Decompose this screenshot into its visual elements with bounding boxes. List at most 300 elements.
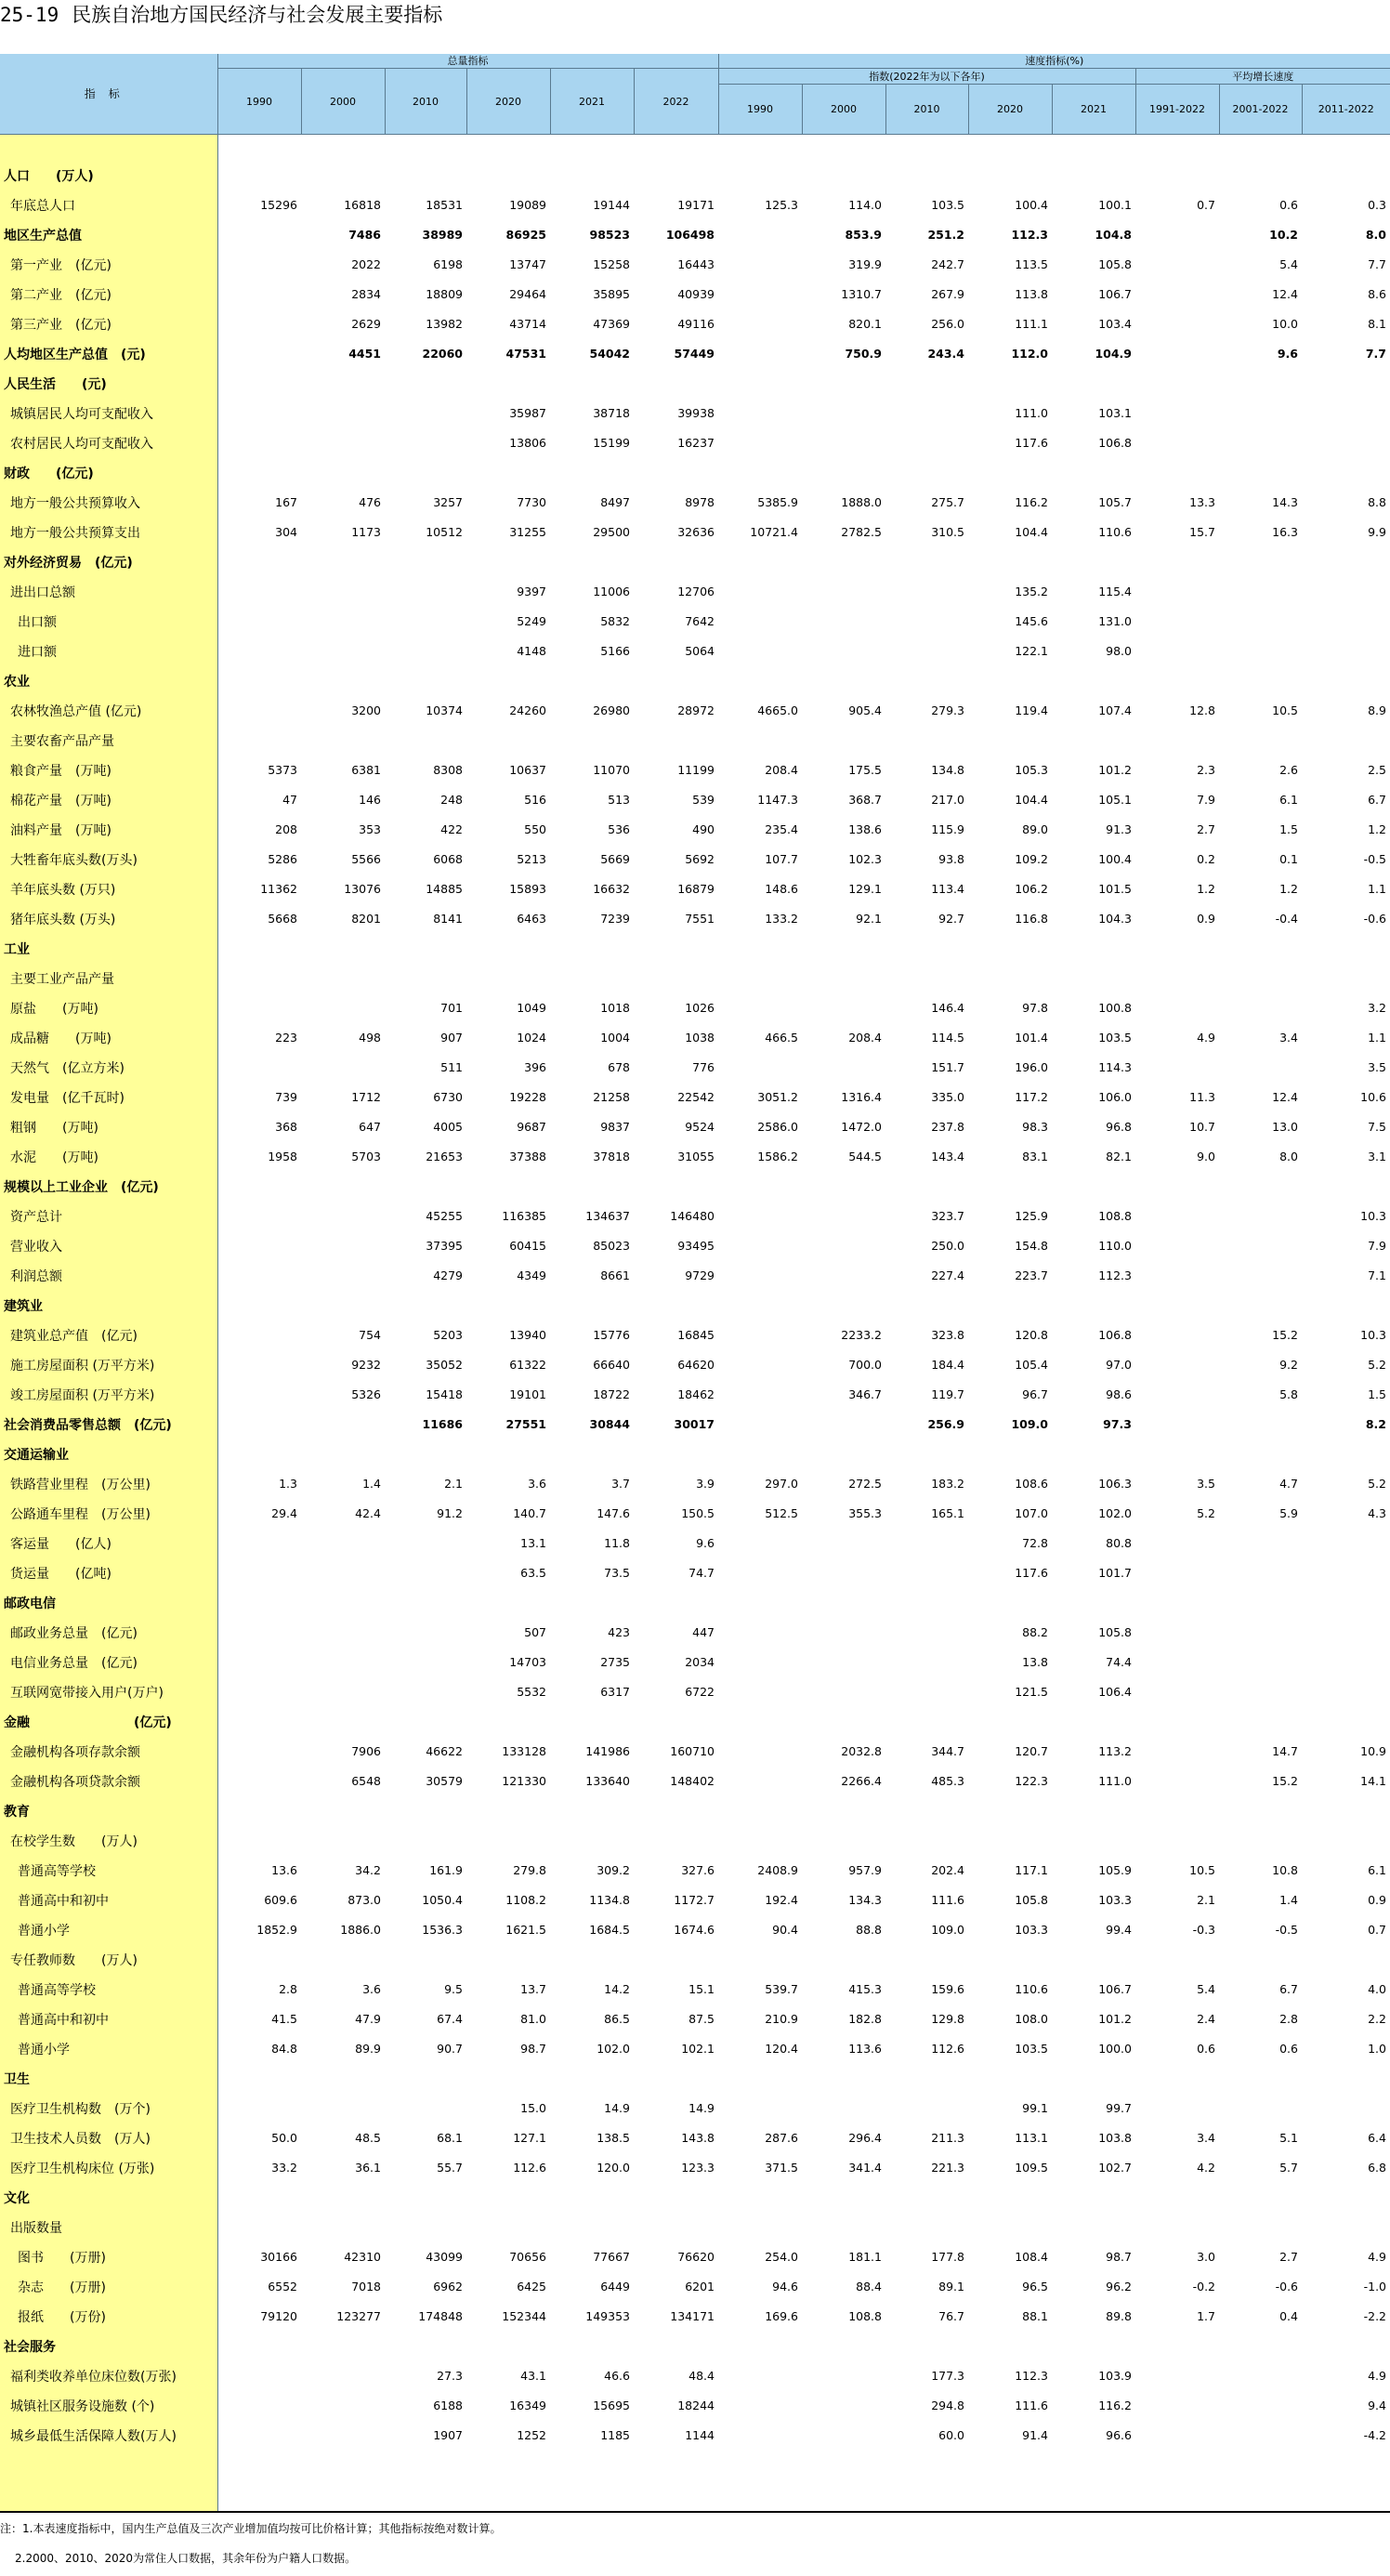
table-cell: 21653 xyxy=(426,1150,463,1163)
table-cell xyxy=(718,666,802,696)
table-cell xyxy=(1219,1172,1302,1202)
table-cell: 119.4 xyxy=(1015,703,1048,717)
row-label: 铁路营业里程 (万公里) xyxy=(0,1469,217,1499)
table-cell xyxy=(802,1945,885,1975)
table-cell xyxy=(802,1826,885,1856)
table-row xyxy=(0,1083,1390,1112)
table-cell xyxy=(1219,993,1302,1023)
table-cell: 490 xyxy=(692,822,715,836)
table-cell xyxy=(217,1588,301,1618)
total-year-header: 2020 xyxy=(466,69,550,135)
table-cell: 1316.4 xyxy=(841,1090,882,1104)
table-cell xyxy=(217,1261,301,1291)
table-cell: 177.8 xyxy=(931,2250,964,2264)
table-cell: 511 xyxy=(440,1060,463,1074)
table-cell: 0.2 xyxy=(1197,852,1215,866)
row-label: 主要工业产品产量 xyxy=(0,964,217,993)
table-cell xyxy=(802,2421,885,2451)
table-cell: 110.6 xyxy=(1015,1982,1048,1996)
table-cell xyxy=(968,2183,1052,2213)
table-cell xyxy=(466,2064,550,2094)
table-cell xyxy=(718,339,802,369)
table-cell: 7239 xyxy=(600,912,630,926)
table-cell xyxy=(885,547,968,577)
table-cell: 88.1 xyxy=(1022,2309,1048,2323)
table-cell: 111.6 xyxy=(931,1893,964,1907)
table-cell: 92.1 xyxy=(856,912,882,926)
table-cell xyxy=(1302,637,1390,666)
table-cell xyxy=(885,399,968,428)
table-cell: 14.9 xyxy=(688,2101,715,2115)
table-cell: 16.3 xyxy=(1272,525,1298,539)
table-cell xyxy=(718,1737,802,1767)
table-cell: 1674.6 xyxy=(674,1923,715,1937)
table-cell: 74.7 xyxy=(688,1566,715,1580)
table-cell: 5.1 xyxy=(1279,2131,1298,2145)
table-cell: 700.0 xyxy=(848,1358,882,1372)
table-cell xyxy=(385,2332,466,2361)
table-cell: 1252 xyxy=(517,2428,546,2442)
table-cell: 5.7 xyxy=(1279,2161,1298,2175)
table-cell: 91.3 xyxy=(1106,822,1132,836)
table-cell: 701 xyxy=(440,1001,463,1015)
table-cell xyxy=(217,1439,301,1469)
table-cell xyxy=(1052,726,1135,756)
table-cell xyxy=(1219,428,1302,458)
table-cell: 19101 xyxy=(509,1387,546,1401)
table-cell: 106.7 xyxy=(1098,287,1132,301)
table-cell: 109.0 xyxy=(931,1923,964,1937)
table-cell: 1.0 xyxy=(1368,2042,1386,2056)
table-cell xyxy=(885,1618,968,1648)
table-row xyxy=(0,309,1390,339)
table-cell: 48.5 xyxy=(355,2131,381,2145)
table-cell: 2.3 xyxy=(1197,763,1215,777)
table-cell xyxy=(1135,1796,1219,1826)
table-cell: 7.5 xyxy=(1368,1120,1386,1134)
table-cell: 5203 xyxy=(433,1328,463,1342)
table-cell xyxy=(217,993,301,1023)
table-cell xyxy=(550,1172,634,1202)
table-cell xyxy=(301,2361,385,2391)
table-cell: 103.1 xyxy=(1098,406,1132,420)
table-cell: 45255 xyxy=(426,1209,463,1223)
table-cell xyxy=(1135,399,1219,428)
table-cell: 47369 xyxy=(593,317,630,331)
table-cell: 371.5 xyxy=(765,2161,798,2175)
table-cell: 272.5 xyxy=(848,1477,882,1491)
table-cell xyxy=(217,2213,301,2242)
table-cell: 754 xyxy=(359,1328,381,1342)
table-cell: 2782.5 xyxy=(841,525,882,539)
table-cell: 275.7 xyxy=(931,495,964,509)
table-cell xyxy=(217,547,301,577)
table-cell xyxy=(301,934,385,964)
table-cell xyxy=(217,1380,301,1410)
table-cell: 177.3 xyxy=(931,2369,964,2383)
table-cell: 7730 xyxy=(517,495,546,509)
table-cell xyxy=(718,1945,802,1975)
table-cell xyxy=(385,2064,466,2094)
table-cell xyxy=(217,458,301,488)
table-cell xyxy=(1135,2361,1219,2391)
table-cell xyxy=(718,1677,802,1707)
table-cell: 237.8 xyxy=(931,1120,964,1134)
table-cell xyxy=(385,1648,466,1677)
total-year-header: 2021 xyxy=(550,69,634,135)
row-label: 出口额 xyxy=(0,607,217,637)
table-cell: 2034 xyxy=(685,1655,715,1669)
table-cell: 16879 xyxy=(677,882,715,896)
table-cell: 70656 xyxy=(509,2250,546,2264)
table-cell: 123277 xyxy=(336,2309,381,2323)
table-cell xyxy=(385,547,466,577)
table-cell: 7.7 xyxy=(1368,257,1386,271)
table-cell xyxy=(968,1707,1052,1737)
table-cell xyxy=(217,1618,301,1648)
table-cell: 10.5 xyxy=(1272,703,1298,717)
table-cell: 1852.9 xyxy=(256,1923,297,1937)
table-cell xyxy=(718,2421,802,2451)
table-cell xyxy=(1135,2094,1219,2123)
table-cell: 2.7 xyxy=(1197,822,1215,836)
table-cell: 1108.2 xyxy=(505,1893,546,1907)
table-cell: -0.4 xyxy=(1275,912,1298,926)
table-cell xyxy=(718,1618,802,1648)
table-cell: 422 xyxy=(440,822,463,836)
table-cell: 120.7 xyxy=(1015,1744,1048,1758)
table-cell xyxy=(1219,1945,1302,1975)
table-cell xyxy=(1052,1439,1135,1469)
table-cell: 101.4 xyxy=(1015,1031,1048,1045)
table-cell: 8.6 xyxy=(1368,287,1386,301)
table-cell: 7.9 xyxy=(1197,793,1215,807)
table-cell: 146.4 xyxy=(931,1001,964,1015)
table-cell xyxy=(885,934,968,964)
table-cell: 91.4 xyxy=(1022,2428,1048,2442)
table-cell: 10.7 xyxy=(1189,1120,1215,1134)
table-cell xyxy=(885,1291,968,1321)
table-cell: 287.6 xyxy=(765,2131,798,2145)
table-cell: 0.3 xyxy=(1368,198,1386,212)
table-cell: 2266.4 xyxy=(841,1774,882,1788)
table-cell: 138.6 xyxy=(848,822,882,836)
table-row xyxy=(0,2421,1390,2451)
table-cell xyxy=(217,2332,301,2361)
table-cell: 353 xyxy=(359,822,381,836)
table-cell: 74.4 xyxy=(1106,1655,1132,1669)
table-cell xyxy=(1135,666,1219,696)
table-cell: 327.6 xyxy=(681,1863,715,1877)
table-cell: 90.7 xyxy=(437,2042,463,2056)
table-cell: 221.3 xyxy=(931,2161,964,2175)
table-cell: 8.9 xyxy=(1368,703,1386,717)
row-label: 普通高中和初中 xyxy=(0,2004,217,2034)
table-cell: 102.0 xyxy=(597,2042,630,2056)
table-cell xyxy=(301,2064,385,2094)
table-row xyxy=(0,815,1390,845)
table-cell xyxy=(385,1826,466,1856)
table-cell xyxy=(1052,2332,1135,2361)
table-cell: 18809 xyxy=(426,287,463,301)
table-cell xyxy=(1135,2391,1219,2421)
table-cell: 294.8 xyxy=(931,2399,964,2412)
table-cell: 98.7 xyxy=(520,2042,546,2056)
table-cell xyxy=(1135,1618,1219,1648)
table-cell: 127.1 xyxy=(513,2131,546,2145)
table-cell: 5385.9 xyxy=(757,495,798,509)
table-cell: 750.9 xyxy=(845,347,882,361)
table-cell xyxy=(385,1558,466,1588)
table-cell xyxy=(718,369,802,399)
table-cell: 101.5 xyxy=(1098,882,1132,896)
table-cell: 13982 xyxy=(426,317,463,331)
table-row xyxy=(0,2332,1390,2361)
table-row xyxy=(0,2123,1390,2153)
table-cell: 5703 xyxy=(351,1150,381,1163)
table-row xyxy=(0,1886,1390,1915)
table-cell: 7018 xyxy=(351,2280,381,2293)
row-label: 农林牧渔总产值 (亿元) xyxy=(0,696,217,726)
table-cell: 5064 xyxy=(685,644,715,658)
table-cell: 6962 xyxy=(433,2280,463,2293)
table-cell: 957.9 xyxy=(848,1863,882,1877)
table-cell: 98.0 xyxy=(1106,644,1132,658)
table-cell xyxy=(550,1796,634,1826)
table-cell xyxy=(634,1945,718,1975)
table-cell xyxy=(968,1826,1052,1856)
table-cell: 13.3 xyxy=(1189,495,1215,509)
table-cell: 43099 xyxy=(426,2250,463,2264)
table-cell: 111.0 xyxy=(1015,406,1048,420)
table-cell: 89.8 xyxy=(1106,2309,1132,2323)
table-cell xyxy=(802,547,885,577)
table-cell: 2.2 xyxy=(1368,2012,1386,2026)
table-cell: 368.7 xyxy=(848,793,882,807)
table-cell xyxy=(634,1439,718,1469)
row-label: 猪年底头数 (万头) xyxy=(0,904,217,934)
table-cell xyxy=(1135,993,1219,1023)
table-cell: 100.4 xyxy=(1015,198,1048,212)
table-cell xyxy=(466,1588,550,1618)
table-cell xyxy=(885,1707,968,1737)
table-cell: 1586.2 xyxy=(757,1150,798,1163)
table-cell: 5.2 xyxy=(1368,1358,1386,1372)
table-cell: 112.0 xyxy=(1011,347,1048,361)
row-label: 农业 xyxy=(0,666,217,696)
table-cell xyxy=(217,309,301,339)
table-cell xyxy=(550,666,634,696)
table-cell: 1.2 xyxy=(1279,882,1298,896)
table-cell: 113.8 xyxy=(1015,287,1048,301)
table-cell xyxy=(217,696,301,726)
table-cell: 108.8 xyxy=(1098,1209,1132,1223)
table-cell xyxy=(968,547,1052,577)
table-cell xyxy=(1135,2421,1219,2451)
row-label: 施工房屋面积 (万平方米) xyxy=(0,1350,217,1380)
table-cell: 539 xyxy=(692,793,715,807)
table-cell: 3.5 xyxy=(1368,1060,1386,1074)
table-cell: 1026 xyxy=(685,1001,715,1015)
table-cell xyxy=(301,547,385,577)
row-label: 金融机构各项存款余额 xyxy=(0,1737,217,1767)
table-cell: 9837 xyxy=(600,1120,630,1134)
table-row xyxy=(0,1202,1390,1231)
table-cell: 1.4 xyxy=(1279,1893,1298,1907)
table-cell: 134171 xyxy=(670,2309,715,2323)
table-cell: 10512 xyxy=(426,525,463,539)
table-cell xyxy=(1302,2183,1390,2213)
table-cell: 105.7 xyxy=(1098,495,1132,509)
table-cell: 148.6 xyxy=(765,882,798,896)
table-cell: 5.9 xyxy=(1279,1506,1298,1520)
table-cell: 2629 xyxy=(351,317,381,331)
table-cell: 138.5 xyxy=(597,2131,630,2145)
table-cell: 5326 xyxy=(351,1387,381,1401)
table-cell xyxy=(217,1291,301,1321)
table-cell: 181.1 xyxy=(848,2250,882,2264)
table-cell xyxy=(885,1172,968,1202)
table-cell: 104.8 xyxy=(1095,228,1132,242)
table-row xyxy=(0,1975,1390,2004)
table-cell xyxy=(718,2391,802,2421)
table-cell xyxy=(1135,1945,1219,1975)
table-cell xyxy=(718,2064,802,2094)
table-cell: 117.6 xyxy=(1015,436,1048,450)
total-year-header: 2010 xyxy=(385,69,466,135)
table-cell: 2735 xyxy=(600,1655,630,1669)
table-cell: 1.1 xyxy=(1368,1031,1386,1045)
table-cell xyxy=(718,1291,802,1321)
table-cell xyxy=(217,2064,301,2094)
table-cell xyxy=(217,1677,301,1707)
table-cell: 1038 xyxy=(685,1031,715,1045)
table-cell xyxy=(301,1261,385,1291)
footnote-1: 注：1.本表速度指标中，国内生产总值及三次产业增加值均按可比价格计算；其他指标按绝对数计算。 xyxy=(0,2522,502,2535)
table-cell: 516 xyxy=(524,793,546,807)
table-cell xyxy=(217,399,301,428)
table-cell xyxy=(217,934,301,964)
table-cell: 6.4 xyxy=(1368,2131,1386,2145)
table-cell xyxy=(968,666,1052,696)
table-cell: 310.5 xyxy=(931,525,964,539)
table-cell: 81.0 xyxy=(520,2012,546,2026)
table-cell: 3.0 xyxy=(1197,2250,1215,2264)
table-cell: 1.2 xyxy=(1368,822,1386,836)
table-cell xyxy=(1135,161,1219,191)
table-cell xyxy=(1135,726,1219,756)
table-cell: 113.4 xyxy=(931,882,964,896)
table-cell: 114.3 xyxy=(1098,1060,1132,1074)
table-cell: 5373 xyxy=(268,763,297,777)
page-title xyxy=(0,0,442,30)
table-cell: 5.4 xyxy=(1197,1982,1215,1996)
table-cell: 106498 xyxy=(665,228,715,242)
table-cell: 19228 xyxy=(509,1090,546,1104)
table-cell: 10721.4 xyxy=(750,525,798,539)
table-cell xyxy=(718,1707,802,1737)
table-cell xyxy=(634,1796,718,1826)
table-cell xyxy=(385,2183,466,2213)
table-cell xyxy=(885,1558,968,1588)
footnote-2: 2.2000、2010、2020为常住人口数据，其余年份为户籍人口数据。 xyxy=(15,2552,357,2565)
table-cell xyxy=(1135,1261,1219,1291)
row-label: 图书 (万册) xyxy=(0,2242,217,2272)
table-cell xyxy=(718,547,802,577)
table-cell: 3257 xyxy=(433,495,463,509)
table-cell: 19144 xyxy=(593,198,630,212)
table-cell: 110.6 xyxy=(1098,525,1132,539)
table-cell xyxy=(1135,1588,1219,1618)
table-cell: 208 xyxy=(275,822,297,836)
table-cell: 476 xyxy=(359,495,381,509)
table-cell xyxy=(718,607,802,637)
table-cell: 82.1 xyxy=(1106,1150,1132,1163)
table-cell: 2.8 xyxy=(1279,2012,1298,2026)
table-cell xyxy=(1135,1558,1219,1588)
table-cell xyxy=(802,161,885,191)
table-cell: 110.0 xyxy=(1098,1239,1132,1253)
table-cell: -1.0 xyxy=(1363,2280,1386,2293)
table-cell: 6730 xyxy=(433,1090,463,1104)
table-cell: 1173 xyxy=(351,525,381,539)
table-cell: 98.6 xyxy=(1106,1387,1132,1401)
speed-group-header: 速度指标(%) xyxy=(718,54,1390,69)
table-cell: 86925 xyxy=(505,228,546,242)
table-cell: 13.8 xyxy=(1022,1655,1048,1669)
table-cell: 3.9 xyxy=(696,1477,715,1491)
table-cell: 2408.9 xyxy=(757,1863,798,1877)
table-cell: -4.2 xyxy=(1363,2428,1386,2442)
table-cell xyxy=(885,1648,968,1677)
table-cell: 7.7 xyxy=(1365,347,1386,361)
row-label: 粮食产量 (万吨) xyxy=(0,756,217,785)
table-cell xyxy=(634,1588,718,1618)
table-cell xyxy=(802,1796,885,1826)
table-cell: 109.2 xyxy=(1015,852,1048,866)
table-cell: 97.0 xyxy=(1106,1358,1132,1372)
table-cell xyxy=(217,161,301,191)
table-cell: 248 xyxy=(440,793,463,807)
table-cell: 29464 xyxy=(509,287,546,301)
table-cell: 94.6 xyxy=(772,2280,798,2293)
table-cell xyxy=(301,1558,385,1588)
table-cell: 256.9 xyxy=(927,1417,964,1431)
table-cell: 86.5 xyxy=(604,2012,630,2026)
index-year-header: 2021 xyxy=(1052,85,1135,135)
table-cell xyxy=(1135,1410,1219,1439)
table-cell: 3.6 xyxy=(362,1982,381,1996)
table-cell xyxy=(217,1767,301,1796)
table-cell xyxy=(1219,2332,1302,2361)
table-cell xyxy=(217,1053,301,1083)
table-cell: 114.0 xyxy=(848,198,882,212)
table-cell xyxy=(217,1172,301,1202)
table-cell: 905.4 xyxy=(848,703,882,717)
table-cell: 116.8 xyxy=(1015,912,1048,926)
table-cell xyxy=(802,1410,885,1439)
table-cell xyxy=(1302,458,1390,488)
table-cell xyxy=(1219,458,1302,488)
table-cell: 223 xyxy=(275,1031,297,1045)
row-label: 成品糖 (万吨) xyxy=(0,1023,217,1053)
table-cell xyxy=(634,2064,718,2094)
table-cell: 104.4 xyxy=(1015,525,1048,539)
row-label: 天然气 (亿立方米) xyxy=(0,1053,217,1083)
table-row xyxy=(0,2034,1390,2064)
table-cell: 143.8 xyxy=(681,2131,715,2145)
table-cell xyxy=(1052,547,1135,577)
